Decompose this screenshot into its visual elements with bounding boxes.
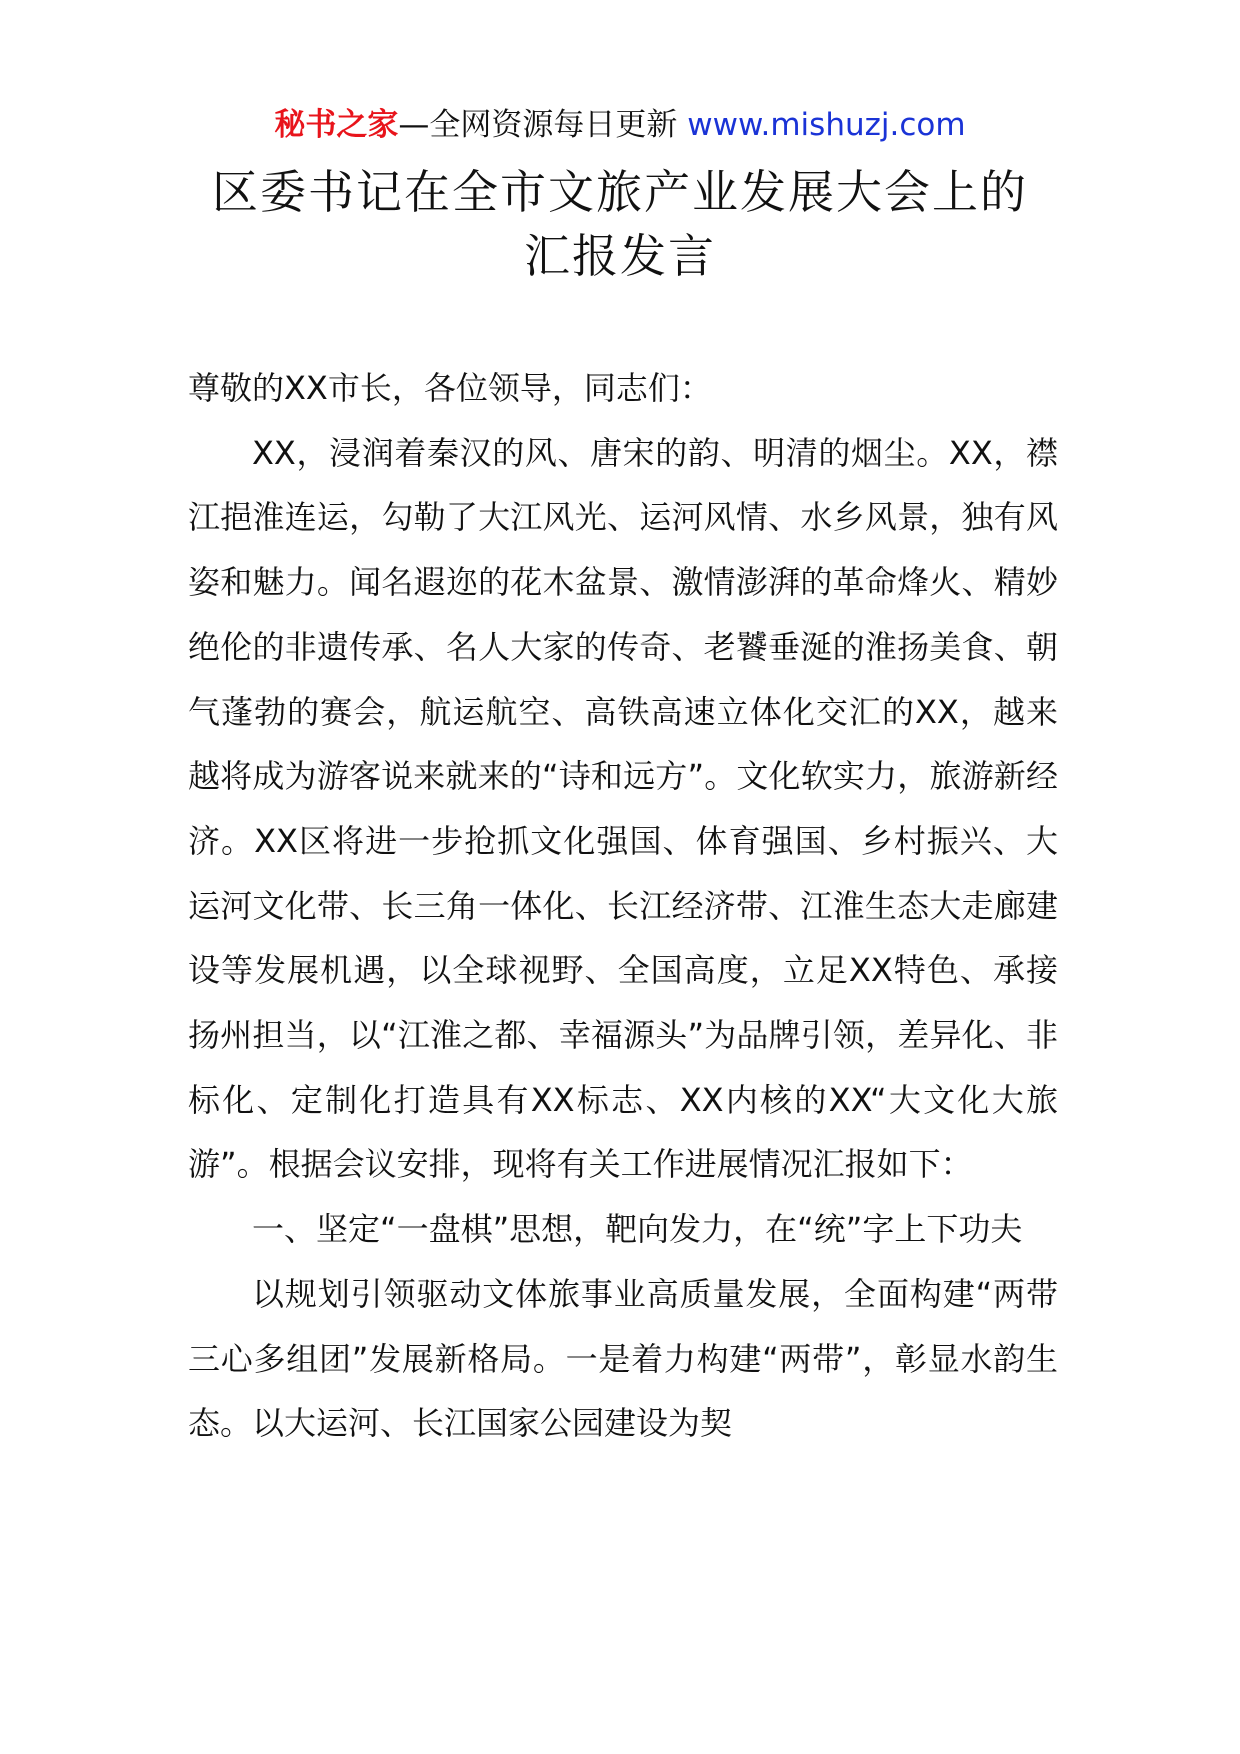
site-url[interactable]: www.mishuzj.com bbox=[687, 107, 966, 143]
salutation: 尊敬的XX市长，各位领导，同志们： bbox=[188, 369, 712, 407]
brand-name: 秘书之家 bbox=[274, 107, 399, 143]
title-line-1: 区委书记在全市文旅产业发展大会上的 bbox=[212, 165, 1028, 219]
site-banner bbox=[0, 104, 1240, 146]
section-paragraph-1: 以规划引领驱动文体旅事业高质量发展，全面构建“两带三心多组团”发展新格局。一是着力构建“两带”，彰显水韵生态。以大运河、长江国家公园建设为契 bbox=[188, 1274, 1058, 1443]
section-heading-1: 一、坚定“一盘棋”思想，靶向发力，在“统”字上下功夫 bbox=[252, 1210, 1023, 1249]
title-line-2: 汇报发言 bbox=[524, 229, 716, 283]
document-title bbox=[0, 160, 1240, 288]
banner-slogan: —全网资源每日更新 bbox=[398, 107, 678, 143]
intro-paragraph: XX，浸润着秦汉的风、唐宋的韵、明清的烟尘。XX，襟江挹淮连运，勾勒了大江风光、运河风情、水乡风景，独有风姿和魅力。闻名遐迩的花木盆景、激情澎湃的革命烽火、精妙绝伦的非遗传承、名人大家的传奇、老饕垂涎的淮扬美食、朝气蓬勃的赛会，航运航空、高铁高速立体化交汇的XX，越来越将成为游客说来就来的“诗和远方”。文化软实力，旅游新经济。XX区将进一步抢抓文化强国、体育强国、乡村振兴、大运河文化带、长三角一体化、长江经济带、江淮生态大走廊建设等发展机遇，以全球视野、全国高度，立足XX特色、承接扬州担当，以“江淮之都、幸福源头”为品牌引领，差异化、非标化、定制化打造具有XX标志、XX内核的XX“大文化大旅游”。根据会议安排，现将有关工作进展情况汇报如下： bbox=[188, 433, 1058, 1184]
document-body bbox=[188, 356, 1058, 1456]
